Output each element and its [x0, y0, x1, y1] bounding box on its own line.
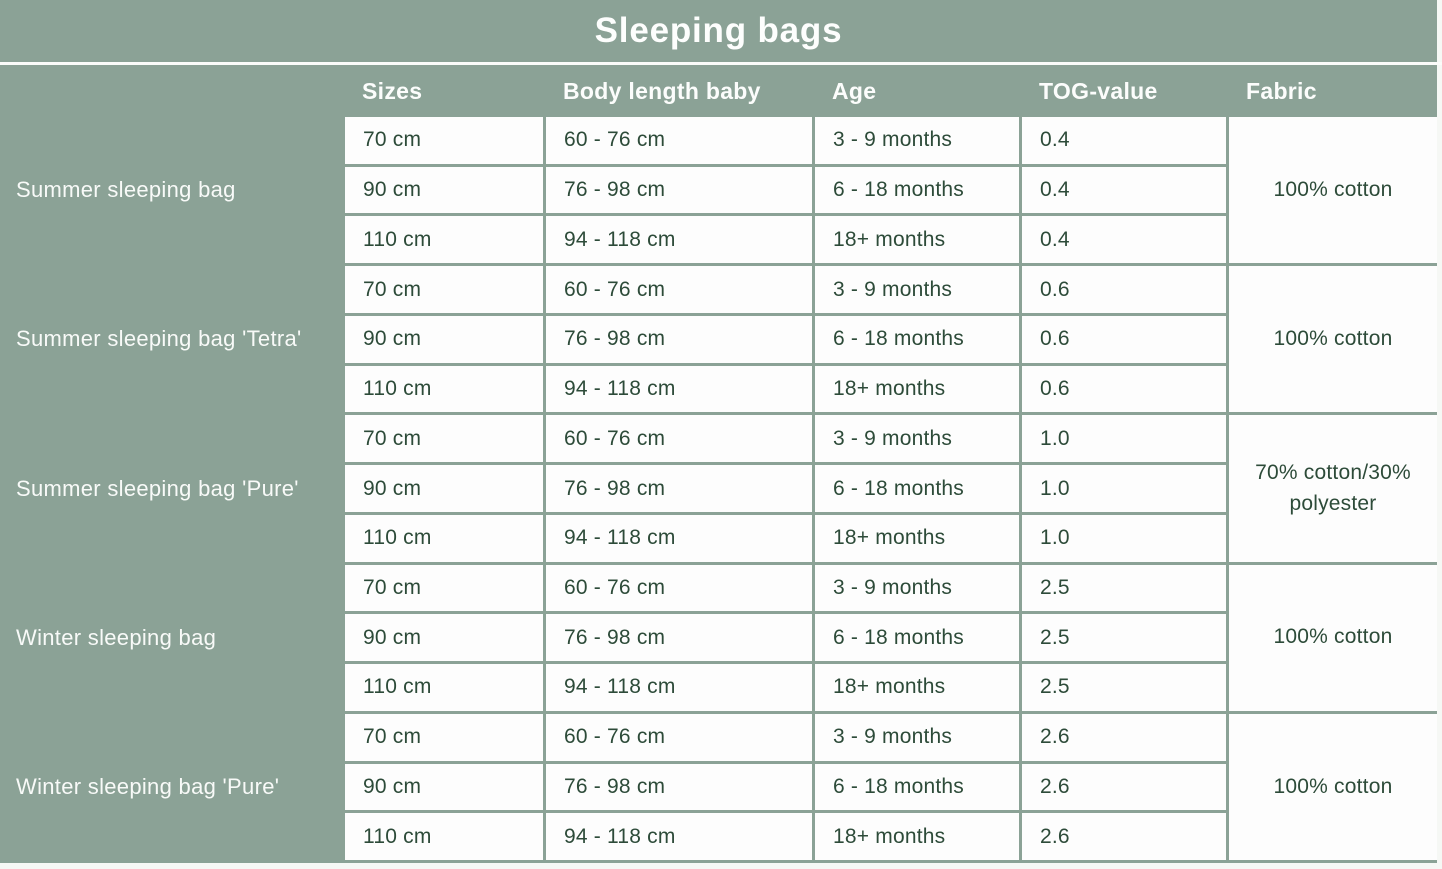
body-length-cell: 76 - 98 cm [546, 316, 812, 363]
size-cell: 110 cm [345, 515, 543, 562]
column-header-tog-value: TOG-value [1039, 77, 1158, 104]
age-cell: 18+ months [815, 515, 1019, 562]
age-cell: 3 - 9 months [815, 714, 1019, 761]
title-bar [0, 0, 1437, 62]
age-cell: 3 - 9 months [815, 565, 1019, 612]
tog-cell: 2.5 [1022, 664, 1226, 711]
size-cell: 110 cm [345, 216, 543, 263]
body-length-cell: 94 - 118 cm [546, 664, 812, 711]
fabric-cell: 100% cotton [1229, 117, 1437, 263]
body-length-cell: 94 - 118 cm [546, 813, 812, 860]
product-group-summer [0, 117, 1437, 263]
tog-cell: 2.6 [1022, 813, 1226, 860]
product-name: Summer sleeping bag [16, 177, 236, 203]
size-cell: 70 cm [345, 266, 543, 313]
size-cell: 70 cm [345, 117, 543, 164]
product-name: Winter sleeping bag 'Pure' [16, 773, 280, 799]
tog-cell: 1.0 [1022, 415, 1226, 462]
age-cell: 3 - 9 months [815, 415, 1019, 462]
column-header-sizes: Sizes [362, 77, 423, 104]
age-cell: 18+ months [815, 216, 1019, 263]
size-cell: 110 cm [345, 813, 543, 860]
product-group-winter [0, 565, 1437, 711]
age-cell: 6 - 18 months [815, 764, 1019, 811]
product-name: Winter sleeping bag [16, 624, 217, 650]
body-length-cell: 94 - 118 cm [546, 216, 812, 263]
age-cell: 6 - 18 months [815, 614, 1019, 661]
table-header-row [0, 65, 1437, 117]
tog-cell: 0.6 [1022, 366, 1226, 413]
fabric-cell: 100% cotton [1229, 565, 1437, 711]
tog-cell: 2.6 [1022, 714, 1226, 761]
age-cell: 18+ months [815, 664, 1019, 711]
column-header-age: Age [832, 77, 877, 104]
product-group-summer-tetra [0, 266, 1437, 412]
fabric-cell: 100% cotton [1229, 714, 1437, 860]
tog-cell: 0.6 [1022, 316, 1226, 363]
tog-cell: 2.5 [1022, 614, 1226, 661]
size-cell: 70 cm [345, 565, 543, 612]
body-length-cell: 60 - 76 cm [546, 714, 812, 761]
table-body [0, 117, 1437, 860]
tog-cell: 0.4 [1022, 117, 1226, 164]
age-cell: 6 - 18 months [815, 167, 1019, 214]
body-length-cell: 76 - 98 cm [546, 167, 812, 214]
size-cell: 110 cm [345, 366, 543, 413]
age-cell: 6 - 18 months [815, 316, 1019, 363]
body-length-cell: 76 - 98 cm [546, 614, 812, 661]
tog-cell: 1.0 [1022, 515, 1226, 562]
product-group-summer-pure [0, 415, 1437, 561]
size-cell: 90 cm [345, 614, 543, 661]
size-cell: 90 cm [345, 167, 543, 214]
tog-cell: 2.6 [1022, 764, 1226, 811]
tog-cell: 0.4 [1022, 216, 1226, 263]
body-length-cell: 60 - 76 cm [546, 565, 812, 612]
tog-cell: 0.6 [1022, 266, 1226, 313]
size-cell: 70 cm [345, 714, 543, 761]
body-length-cell: 94 - 118 cm [546, 366, 812, 413]
body-length-cell: 76 - 98 cm [546, 764, 812, 811]
size-cell: 70 cm [345, 415, 543, 462]
product-name: Summer sleeping bag 'Tetra' [16, 326, 302, 352]
age-cell: 18+ months [815, 813, 1019, 860]
size-cell: 110 cm [345, 664, 543, 711]
fabric-cell: 100% cotton [1229, 266, 1437, 412]
column-header-body-length: Body length baby [563, 77, 761, 104]
page-title: Sleeping bags [594, 11, 843, 50]
body-length-cell: 76 - 98 cm [546, 465, 812, 512]
body-length-cell: 60 - 76 cm [546, 266, 812, 313]
size-cell: 90 cm [345, 465, 543, 512]
tog-cell: 2.5 [1022, 565, 1226, 612]
size-cell: 90 cm [345, 764, 543, 811]
age-cell: 3 - 9 months [815, 117, 1019, 164]
tog-cell: 1.0 [1022, 465, 1226, 512]
body-length-cell: 60 - 76 cm [546, 415, 812, 462]
tog-cell: 0.4 [1022, 167, 1226, 214]
age-cell: 3 - 9 months [815, 266, 1019, 313]
body-length-cell: 60 - 76 cm [546, 117, 812, 164]
product-name: Summer sleeping bag 'Pure' [16, 475, 299, 501]
title-divider-line [0, 62, 1442, 65]
product-group-winter-pure [0, 714, 1437, 860]
age-cell: 6 - 18 months [815, 465, 1019, 512]
age-cell: 18+ months [815, 366, 1019, 413]
column-header-fabric: Fabric [1246, 77, 1317, 104]
body-length-cell: 94 - 118 cm [546, 515, 812, 562]
size-cell: 90 cm [345, 316, 543, 363]
fabric-cell: 70% cotton/30% polyester [1229, 415, 1437, 561]
